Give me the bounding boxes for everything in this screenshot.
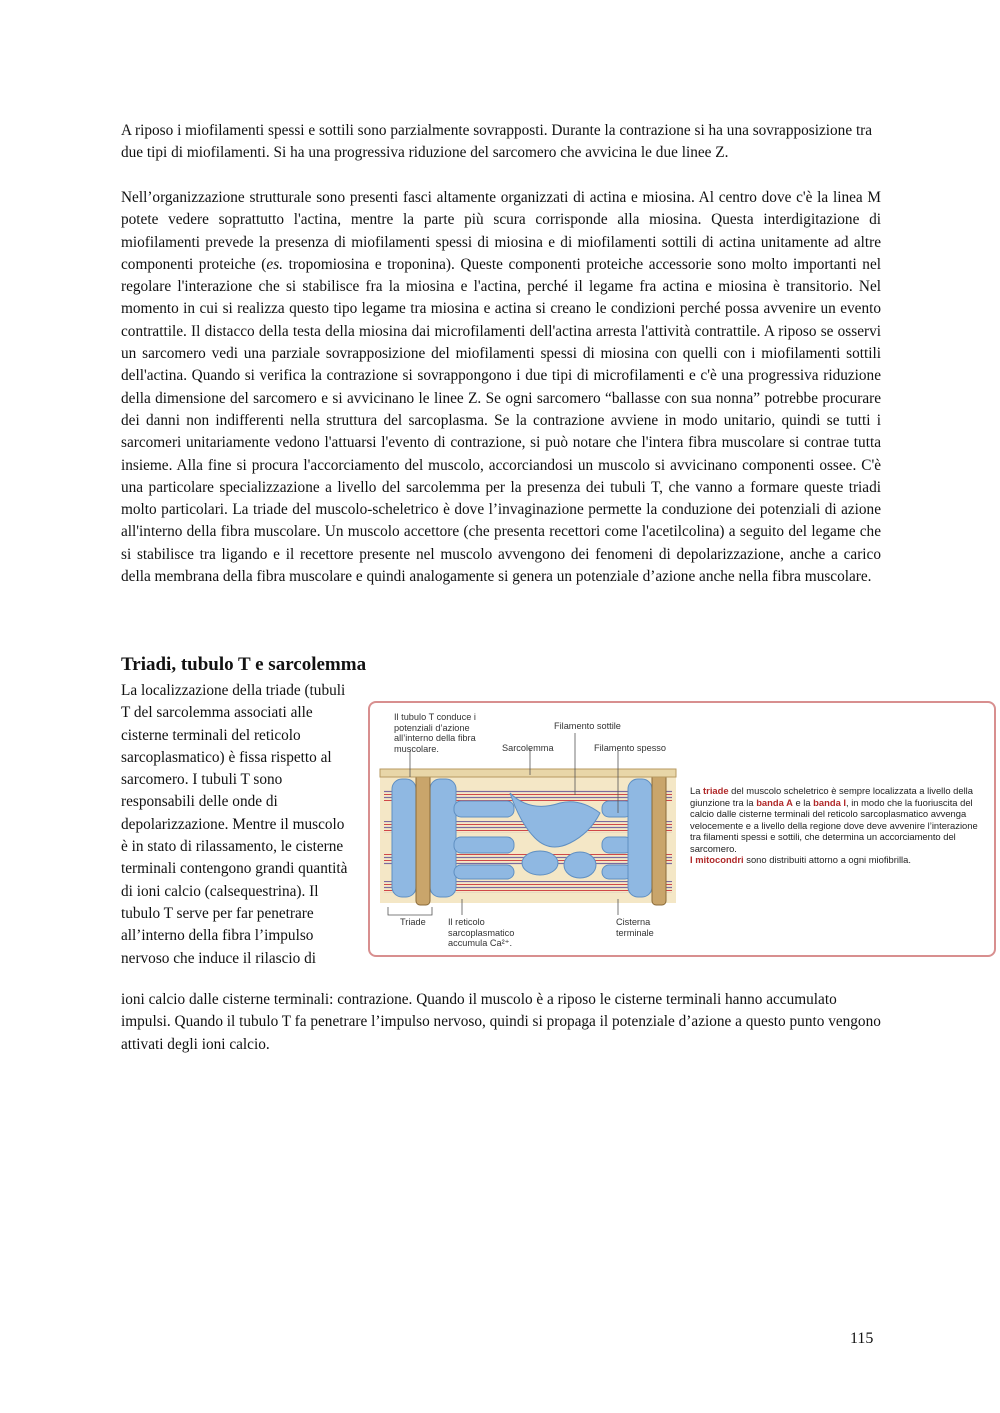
label-thin-filament: Filamento sottile [554, 721, 621, 731]
label-reticulum-line3: accumula Ca²⁺. [448, 938, 513, 948]
sarcolemma-membrane [380, 769, 676, 777]
label-reticulum [448, 917, 514, 949]
section-side-text: La localizzazione della triade (tubuli T del sarcolemma associati alle cisterne terminali del reticolo sarcoplasmatico) è fissa rispetto al sarcomero. I tubuli T sono responsabili delle onde di depolarizzazione. Mentre il muscolo è in stato di rilassamento, le cisterne terminali contengono grandi quantità di ioni calcio (calsequestrina). Il tubulo T serve per far penetrare all’interno della fibra l’impulso nervoso che induce il rilascio di [121, 682, 348, 967]
caption-text: del muscolo scheletrico è sempre localizzata a livello della giunzione tra la [690, 785, 973, 808]
example-abbrev: es. [266, 255, 283, 273]
caption-highlight-triade: triade [703, 785, 729, 796]
page-number: 115 [850, 1330, 874, 1347]
label-triad: Triade [400, 917, 426, 927]
caption-text: sono distribuiti attorno a ogni miofibrilla. [743, 854, 911, 865]
body-text-a: Nell’organizzazione strutturale sono presenti fasci altamente organizzati di actina e miosina. Al centro dove c'è la linea M potete vedere soprattutto l'actina, mentre la parte più scura corrisponde alla miosina. Questa interdigitazione di miofilamenti prevede la presenza di miofilamenti spessi di miosina e di miofilamenti sottili di actina unitamente ad altre componenti proteiche ( [121, 189, 881, 273]
label-sarcolemma: Sarcolemma [502, 743, 554, 753]
intro-paragraph: A riposo i miofilamenti spessi e sottili sono parzialmente sovrapposti. Durante la contrazione si ha una sovrapposizione tra due tipi di miofilamenti. Si ha una progressiva riduzione del sarcomero che avvicina le due linee Z. [121, 122, 873, 162]
body-paragraph [121, 187, 881, 588]
caption-highlight-banda-i: banda I [813, 796, 846, 808]
label-thick-filament: Filamento spesso [594, 743, 667, 753]
caption-text: , in modo che la fuoriuscita del calcio dalle cisterne terminali del reticolo sarcoplasmatico avvenga velocemente e a livello della regione dove deve avvenire l’interazione tra filamenti spessi e sottili, che determina un accorciamento del sarcomero. [690, 796, 978, 854]
caption-text: e la [792, 796, 814, 808]
figure-caption [690, 785, 980, 866]
triad-figure [368, 701, 996, 957]
caption-highlight-mitocondri: I mitocondri [690, 854, 744, 865]
section-continuation-text: ioni calcio dalle cisterne terminali: contrazione. Quando il muscolo è a riposo le cisterne terminali hanno accumulato impulsi. Quando il tubulo T fa penetrare l’impulso nervoso, quindi si propaga il potenziale d’azione a questo punto vengono attivati degli ioni calcio. [121, 991, 881, 1053]
body-text-b: tropomiosina e troponina). Queste componenti proteiche accessorie sono molto importanti nel regolare l'interazione che si stabilisce fra la miosina e l'actina, perché il legame fra actina e miosina è transitorio. Nel momento in cui si realizza questo tipo legame tra miosina e actina si creano le condizioni perché possa avvenire un evento contrattile. Il distacco della testa della miosina dai microfilamenti dell'actina arresta l'attività contrattile. A riposo se osservi un sarcomero vedi una parziale sovrapposizione del miofilamenti spessi di miosina con quelli con i miofilamenti sottili dell'actina. Quando si verifica la contrazione si sovrappongono i due tipi di microfilamenti e c'è una progressiva riduzione della dimensione del sarcomero e si avvicinano le linee Z. Se ogni sarcomero “ballasse con sua nonna” potrebbe procurare dei danni non indifferenti nella struttura del sarcoplasma. Se la contrazione avviene in modo unitario, quindi se tutti i sarcomeri unitariamente vedono l'attuarsi l'evento di contrazione, si può notare che l'intera fibra muscolare si contrae tutta insieme. Alla fine si procura l'accorciamento del muscolo, accorciandosi un muscolo si avvicinano componenti ossee. C'è una particolare specializzazione a livello del sarcolemma per la presenza dei tubuli T, che vanno a formare queste triadi molto particolari. La triade del muscolo-scheletrico è dove l’invaginazione permette la conduzione dei potenziali di azione all'interno della fibra muscolare. Un muscolo accettore (che presenta recettori come l'acetilcolina) a seguito del legame che si stabilisce tra ligando e il recettore presente nel muscolo avvengono dei fenomeni di depolarizzazione, anche a carico della membrana della fibra muscolare e quindi analogamente si genera un potenziale d’azione anche nella fibra muscolare. [121, 255, 881, 586]
section-heading: Triadi, tubulo T e sarcolemma [121, 654, 367, 675]
label-reticulum-line2: sarcoplasmatico [448, 927, 515, 938]
caption-highlight-banda-a: banda A [756, 796, 793, 808]
label-terminal-cistern: Cisterna terminale [616, 917, 654, 938]
label-t-tubule: Il tubulo T conduce i potenziali d’azione all’interno della fibra muscolare. [394, 712, 476, 754]
caption-text: La [690, 785, 704, 796]
label-reticulum-line1: Il reticolo [448, 917, 485, 927]
